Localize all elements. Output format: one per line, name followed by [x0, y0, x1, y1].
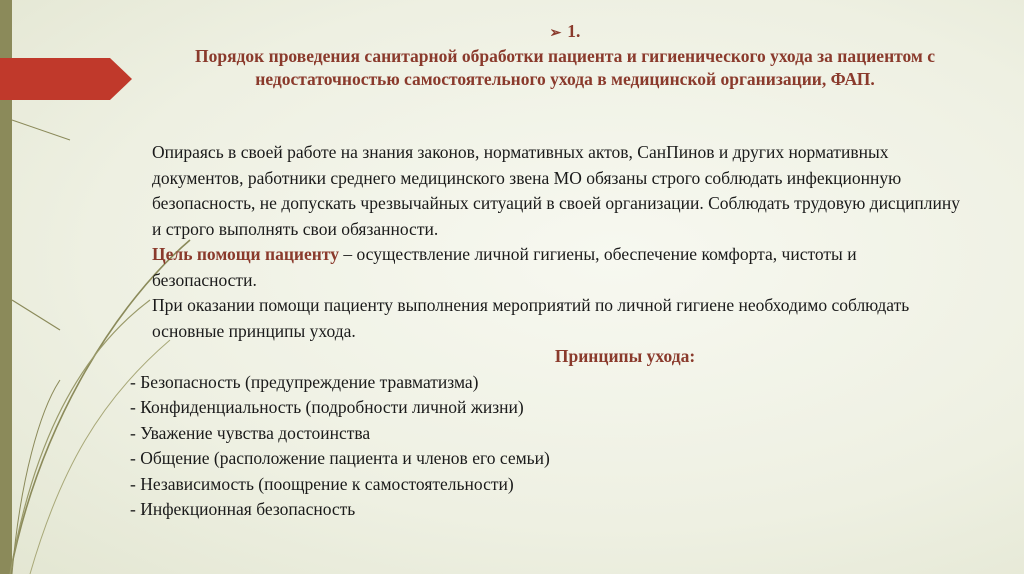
list-item: - Конфиденциальность (подробности личной жизни)	[130, 397, 524, 417]
principles-list	[130, 370, 960, 523]
paragraph-goal	[130, 242, 960, 293]
slide-title	[130, 20, 1000, 91]
list-item: - Безопасность (предупреждение травматизма)	[130, 371, 479, 392]
list-item: - Общение (расположение пациента и членов его семьи)	[130, 448, 550, 468]
arrow-bullet-icon: ➢	[549, 26, 562, 41]
list-item: - Независимость (поощрение к самостоятельности)	[130, 473, 514, 494]
list-item: - Уважение чувства достоинства	[130, 422, 371, 443]
goal-text: – осуществление личной гигиены, обеспечение комфорта, чистоты и безопасности.	[152, 244, 857, 290]
paragraph-laws: Опираясь в своей работе на знания законов, нормативных актов, СанПинов и других нормативных документов, работники среднего медицинского звена МО обязаны строго соблюдать инфекционную безопасность, не допускать чрезвычайных ситуаций в своей организации. Соблюдать трудовую дисциплину и строго выполнять свои обязанности.	[152, 142, 961, 239]
list-item: - Инфекционная безопасность	[130, 499, 356, 519]
title-number-line	[130, 20, 1000, 45]
slide-body	[130, 140, 960, 523]
red-accent-bar	[0, 58, 132, 100]
principles-heading: Принципы ухода:	[554, 346, 696, 366]
title-text: Порядок проведения санитарной обработки пациента и гигиенического ухода за пациентом с недостаточностью самостоятельного ухода в медицинской организации, ФАП.	[194, 46, 935, 89]
goal-label: Цель помощи пациенту	[152, 244, 339, 264]
paragraph-principles-intro: При оказании помощи пациенту выполнения мероприятий по личной гигиене необходимо соблюдать основные принципы ухода.	[152, 295, 910, 341]
title-number: 1.	[567, 21, 581, 41]
